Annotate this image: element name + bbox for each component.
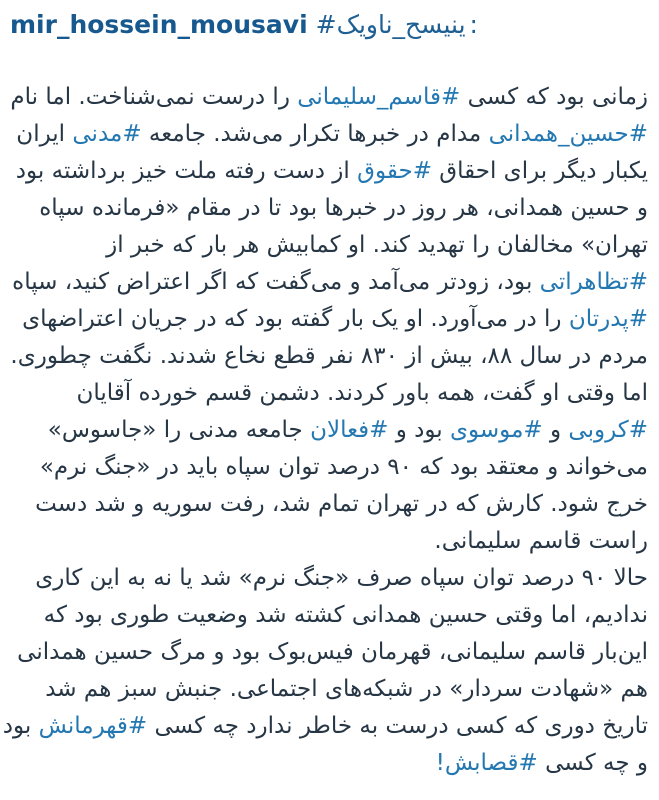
caption-line bbox=[8, 486, 648, 523]
caption-line bbox=[8, 79, 648, 116]
hashtag-link[interactable]: #حقوق bbox=[357, 158, 432, 184]
post-body bbox=[2, 79, 648, 782]
caption-text: و چه کسی bbox=[537, 750, 648, 776]
hashtag-link[interactable]: #قصابش! bbox=[435, 750, 538, 776]
caption-line bbox=[8, 338, 648, 375]
caption-text: جامعه مدنی را «جاسوس» bbox=[47, 417, 311, 443]
caption-text: و حسین همدانی، هر روز در خبرها بود تا در مقام «فرمانده سپاه bbox=[39, 195, 648, 221]
caption-text: را در می‌آورد. او یک بار گفته بود که در جریان اعتراضهای bbox=[22, 306, 569, 332]
caption-text: حالا ۹۰ درصد توان سپاه صرف «جنگ نرم» شد یا نه به این کاری bbox=[35, 565, 648, 591]
caption-line bbox=[8, 227, 648, 264]
caption-line bbox=[8, 116, 648, 153]
author-name-hashtag[interactable]: کیوان_حسینی bbox=[336, 10, 466, 39]
hashtag-link[interactable]: #قاسم_سلیمانی bbox=[297, 84, 461, 110]
username-hashtag[interactable]: mir_hossein_mousavi bbox=[10, 10, 308, 39]
caption-text: تهران» مخالفان را تهدید کند. او کمابیش هر بار که خبر از bbox=[106, 232, 648, 258]
caption-text: مدام در خبرها تکرار می‌شد. جامعه bbox=[141, 121, 489, 147]
caption-text: خرج شود. کارش که در تهران تمام شد، رفت سوریه و شد دست bbox=[35, 491, 648, 517]
caption-line bbox=[8, 634, 648, 671]
caption-text: می‌خواند و معتقد بود که ۹۰ درصد توان سپاه باید در «جنگ نرم» bbox=[39, 454, 648, 480]
post-header bbox=[8, 10, 648, 39]
hashtag-link[interactable]: #حسین_همدانی bbox=[488, 121, 648, 147]
caption-text: یکبار دیگر برای احقاق bbox=[431, 158, 648, 184]
caption-line bbox=[8, 375, 648, 412]
caption-line bbox=[8, 264, 648, 301]
caption-text: زمانی بود که کسی bbox=[460, 84, 648, 110]
caption-line bbox=[8, 301, 648, 338]
caption-line bbox=[8, 523, 648, 560]
caption-text: مردم در سال ۸۸، بیش از ۸۳۰ نفر قطع نخاع شدند. نگفت چطوری. bbox=[10, 343, 648, 369]
hashtag-link[interactable]: #پدرتان bbox=[568, 306, 648, 332]
hashtag-link[interactable]: #مدنی bbox=[72, 121, 142, 147]
caption-line bbox=[8, 190, 648, 227]
caption-text: ایران bbox=[16, 121, 73, 147]
hashtag-link[interactable]: #موسوی bbox=[450, 417, 543, 443]
caption-line bbox=[8, 745, 648, 782]
caption-text: بود، زودتر می‌آمد و می‌گفت که اگر اعتراض کنید، سپاه bbox=[12, 269, 540, 295]
hashtag-link[interactable]: #کروبی bbox=[568, 417, 648, 443]
caption-line bbox=[8, 449, 648, 486]
caption-line bbox=[8, 412, 648, 449]
caption-text: این‌بار قاسم سلیمانی، قهرمان فیس‌بوک بود و مرگ حسین همدانی bbox=[17, 639, 648, 665]
caption-text: بود bbox=[2, 713, 39, 739]
hash-sign: # bbox=[315, 10, 337, 39]
caption-line bbox=[8, 597, 648, 634]
hashtag-link[interactable]: #تظاهراتی bbox=[539, 269, 648, 295]
caption-text: تاریخ دوری که کسی درست به خاطر ندارد چه کسی bbox=[147, 713, 648, 739]
caption-text: و bbox=[542, 417, 569, 443]
caption-text: را درست نمی‌شناخت. اما نام bbox=[10, 84, 298, 110]
caption-line bbox=[8, 153, 648, 190]
caption-text: راست قاسم سلیمانی. bbox=[434, 528, 648, 554]
caption-text: از دست رفته ملت خیز برداشته بود bbox=[15, 158, 358, 184]
caption-text: ندادیم، اما وقتی حسین همدانی کشته شد وضعیت طوری بود که bbox=[43, 602, 648, 628]
caption-text: اما وقتی او گفت، همه باور کردند. دشمن قسم خورده آقایان bbox=[76, 380, 648, 406]
caption-text: بود و bbox=[388, 417, 451, 443]
header-colon: : bbox=[469, 10, 478, 39]
hashtag-link[interactable]: #قهرمانش bbox=[38, 713, 148, 739]
caption-line bbox=[2, 708, 648, 745]
hashtag-link[interactable]: #فعالان bbox=[310, 417, 389, 443]
caption-line bbox=[8, 560, 648, 597]
caption-text: هم «شهادت سردار» در شبکه‌های اجتماعی. جنبش سبز هم شد bbox=[45, 676, 648, 702]
caption-line bbox=[8, 671, 648, 708]
